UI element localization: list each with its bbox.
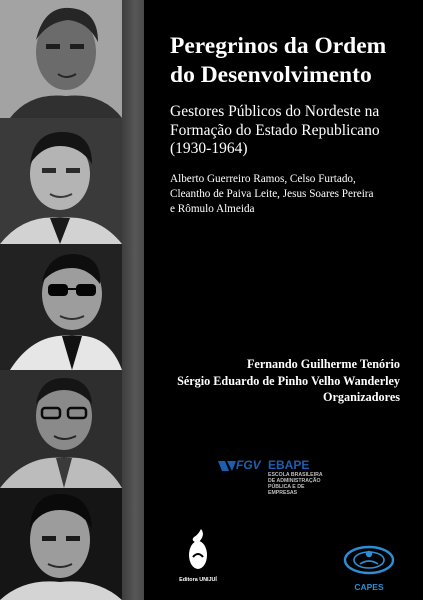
cover-white-edge: [423, 0, 429, 600]
organizer-name-1: Fernando Guilherme Tenório: [246, 357, 400, 371]
ebape-school-line-2: DE ADMINISTRAÇÃO: [268, 478, 321, 484]
cover-grey-band: [122, 0, 144, 600]
book-title-line-2: do Desenvolvimento: [170, 62, 372, 88]
book-subtitle: [170, 103, 415, 159]
featured-people-line-1: Alberto Guerreiro Ramos, Celso Furtado,: [170, 173, 356, 185]
book-title-line-1: Peregrinos da Ordem: [170, 33, 387, 59]
book-title: [170, 32, 410, 90]
capes-logo: [338, 540, 400, 596]
book-subtitle-line-1: Gestores Públicos do Nordeste na: [170, 103, 380, 120]
featured-people-line-2: Cleantho de Paiva Leite, Jesus Soares Pereira: [170, 188, 374, 200]
portrait-photo-4: [0, 370, 122, 488]
unijui-logo: [168, 527, 228, 587]
portrait-photo-2: [0, 118, 122, 244]
fgv-mark: [218, 458, 261, 472]
featured-people-line-3: e Rômulo Almeida: [170, 203, 255, 215]
fgv-emblem-icon: [218, 461, 236, 471]
portrait-photo-5: [0, 488, 122, 600]
ebape-school-line-4: EMPRESAS: [268, 490, 298, 496]
featured-people: [170, 172, 420, 217]
organizers-label: Organizadores: [323, 390, 400, 404]
fgv-mark-text: FGV: [236, 458, 261, 472]
organizer-name-2: Sérgio Eduardo de Pinho Velho Wanderley: [177, 373, 400, 388]
portrait-photo-1: [0, 0, 122, 118]
organizers-block: [150, 356, 400, 406]
portrait-photo-3: [0, 244, 122, 370]
capes-name: CAPES: [354, 582, 384, 592]
portrait-strip: [0, 0, 122, 600]
ebape-school-line-1: ESCOLA BRASILEIRA: [268, 472, 323, 478]
unijui-emblem-icon: [168, 527, 228, 575]
ebape-name: EBAPE: [268, 458, 310, 472]
ebape-school-name: [268, 472, 368, 496]
book-subtitle-line-2: Formação do Estado Republicano: [170, 121, 380, 139]
ebape-school-line-3: PÚBLICA E DE: [268, 484, 305, 490]
book-subtitle-line-3: (1930-1964): [170, 140, 248, 157]
fgv-ebape-logo: [218, 456, 368, 506]
publisher-name: Editora UNIJUÍ: [179, 577, 217, 583]
capes-emblem-icon: [338, 540, 400, 582]
